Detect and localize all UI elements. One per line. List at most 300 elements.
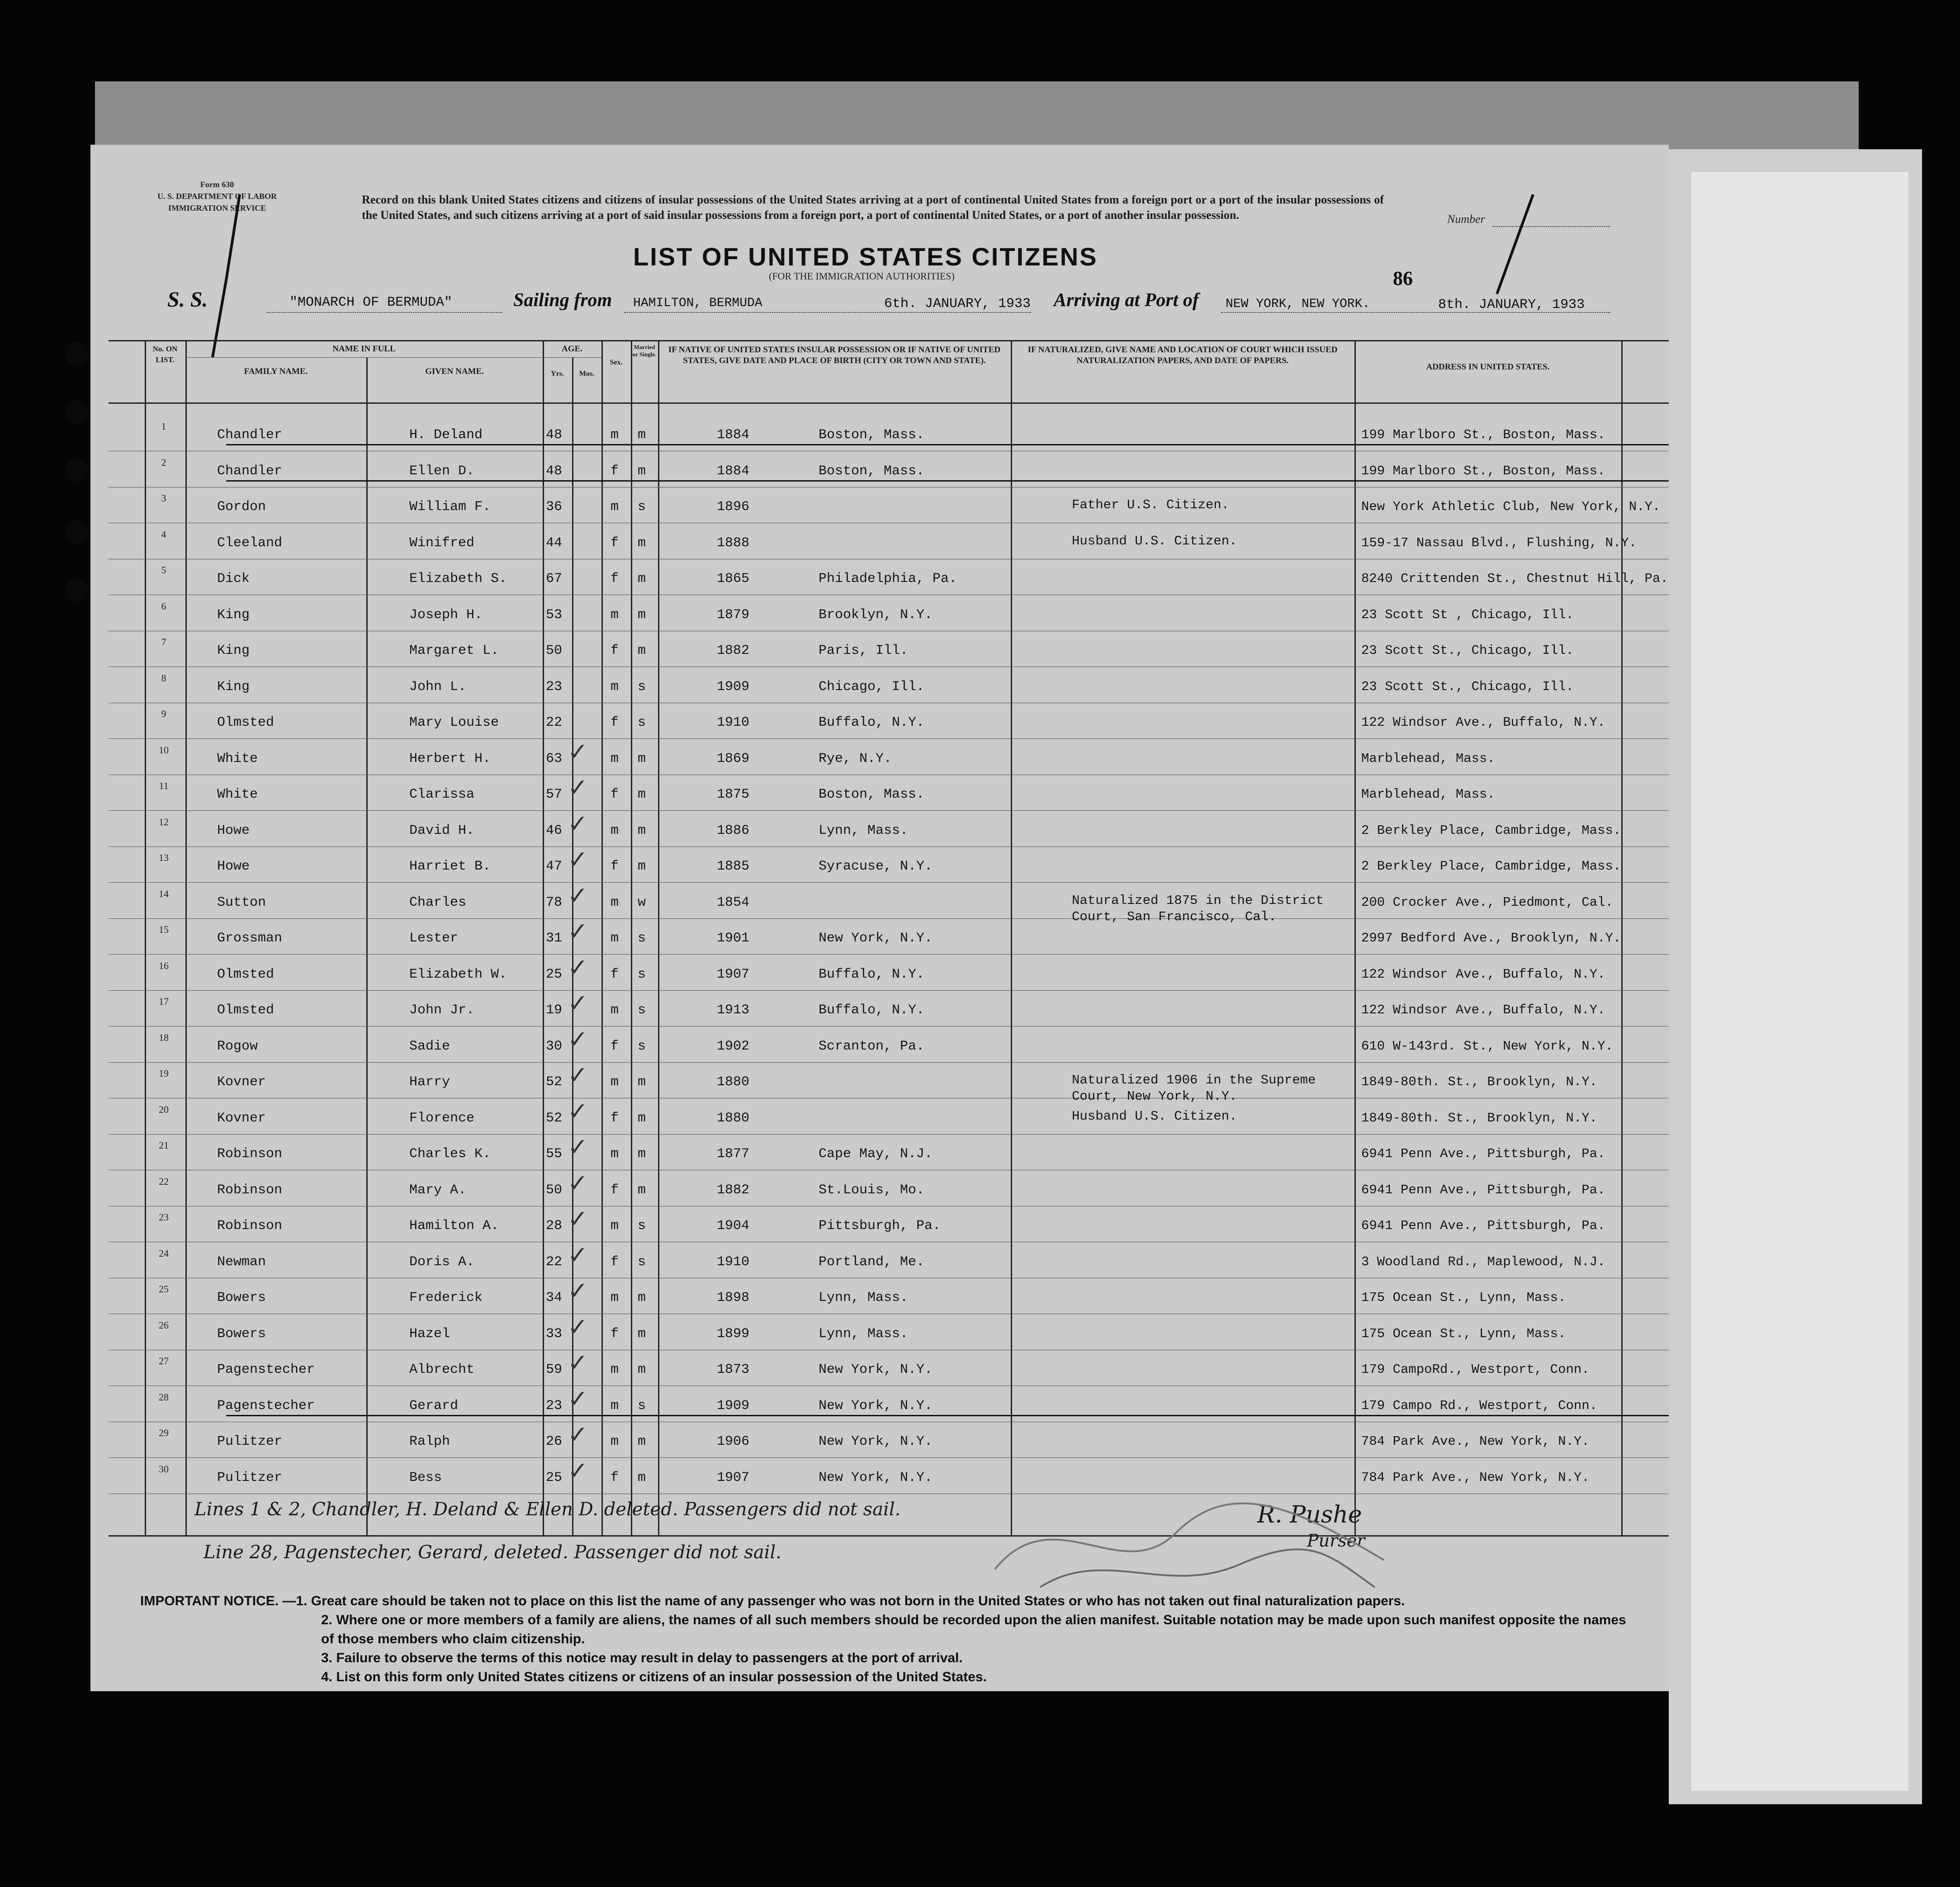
birth-year-cell: 1899 xyxy=(717,1326,750,1342)
birth-place-cell: Portland, Me. xyxy=(819,1254,925,1270)
given-name-cell: Mary Louise xyxy=(409,715,499,730)
address-cell: 1849-80th. St., Brooklyn, N.Y. xyxy=(1361,1110,1598,1126)
marital-status-cell: m xyxy=(638,535,646,551)
row-rule xyxy=(109,1062,1669,1063)
row-number: 1 xyxy=(161,421,166,432)
age-years-cell: 52 xyxy=(546,1074,563,1090)
birth-place-cell: Lynn, Mass. xyxy=(819,1290,909,1305)
marital-status-cell: m xyxy=(638,1146,646,1162)
address-cell: 23 Scott St., Chicago, Ill. xyxy=(1361,643,1574,658)
naturalization-cell: Husband U.S. Citizen. xyxy=(1072,533,1237,549)
arriving-label: Arriving at Port of xyxy=(1054,290,1199,311)
given-name-cell: Harriet B. xyxy=(409,859,491,874)
check-mark-icon: ✓ xyxy=(568,1240,588,1269)
header-address: ADDRESS IN UNITED STATES. xyxy=(1426,362,1550,372)
check-mark-icon: ✓ xyxy=(568,1025,588,1054)
age-years-cell: 52 xyxy=(546,1110,563,1126)
row-number: 28 xyxy=(159,1391,169,1403)
row-number: 26 xyxy=(159,1319,169,1331)
sailing-from: HAMILTON, BERMUDA xyxy=(633,296,762,310)
col-divider xyxy=(601,340,603,1536)
birth-place-cell: Lynn, Mass. xyxy=(819,1326,909,1342)
row-number: 24 xyxy=(159,1247,169,1259)
birth-year-cell: 1873 xyxy=(717,1362,750,1377)
birth-place-cell: Cape May, N.J. xyxy=(819,1146,933,1162)
marital-status-cell: m xyxy=(638,751,646,766)
family-name-cell: Chandler xyxy=(217,463,283,479)
ship-name: "MONARCH OF BERMUDA" xyxy=(289,295,453,310)
punch-hole xyxy=(66,459,88,483)
punch-hole xyxy=(66,341,88,366)
birth-place-cell: New York, N.Y. xyxy=(819,1362,933,1377)
sex-cell: m xyxy=(611,607,619,623)
age-years-cell: 53 xyxy=(546,607,563,623)
handwritten-deletion-note-1: Lines 1 & 2, Chandler, H. Deland & Ellen D. deleted. Passengers did not sail. xyxy=(194,1499,901,1520)
check-mark-icon: ✓ xyxy=(568,1205,588,1233)
birth-place-cell: Boston, Mass. xyxy=(819,463,925,479)
row-number: 2 xyxy=(161,456,166,468)
sex-cell: m xyxy=(611,751,619,766)
age-years-cell: 30 xyxy=(546,1038,563,1054)
check-mark-icon: ✓ xyxy=(568,845,588,874)
notice-heading: IMPORTANT NOTICE. xyxy=(140,1594,279,1608)
check-mark-icon: ✓ xyxy=(568,773,588,802)
row-number: 3 xyxy=(161,492,166,504)
birth-year-cell: 1865 xyxy=(717,571,750,586)
sex-cell: m xyxy=(611,679,619,695)
birth-year-cell: 1913 xyxy=(717,1003,750,1018)
birth-year-cell: 1901 xyxy=(717,931,750,946)
given-name-cell: Mary A. xyxy=(409,1182,467,1198)
row-number: 6 xyxy=(161,600,166,612)
row-number: 8 xyxy=(161,672,166,684)
birth-year-cell: 1854 xyxy=(717,894,750,910)
ss-label: S. S. xyxy=(167,288,208,312)
family-name-cell: Kovner xyxy=(217,1110,266,1126)
marital-status-cell: s xyxy=(638,966,646,982)
row-number: 27 xyxy=(159,1355,169,1367)
family-name-cell: White xyxy=(217,787,258,802)
age-years-cell: 55 xyxy=(546,1146,563,1162)
row-number: 23 xyxy=(159,1211,169,1223)
sex-cell: m xyxy=(611,1146,619,1162)
sex-cell: f xyxy=(611,463,619,479)
marital-status-cell: m xyxy=(638,1362,646,1377)
given-name-cell: Ralph xyxy=(409,1434,450,1449)
sex-cell: f xyxy=(611,1110,619,1126)
age-years-cell: 50 xyxy=(546,1182,563,1198)
given-name-cell: Charles K. xyxy=(409,1146,491,1162)
address-cell: 122 Windsor Ave., Buffalo, N.Y. xyxy=(1361,1003,1605,1017)
check-mark-icon: ✓ xyxy=(568,1168,588,1197)
marital-status-cell: s xyxy=(638,715,646,730)
birth-year-cell: 1882 xyxy=(717,643,750,658)
address-cell: 23 Scott St., Chicago, Ill. xyxy=(1361,679,1574,694)
family-name-cell: King xyxy=(217,643,250,658)
sex-cell: f xyxy=(611,1470,619,1485)
family-name-cell: Bowers xyxy=(217,1326,266,1342)
handwritten-deletion-note-2: Line 28, Pagenstecher, Gerard, deleted. Passenger did not sail. xyxy=(204,1542,781,1563)
department: U. S. DEPARTMENT OF LABOR xyxy=(157,192,277,201)
given-name-cell: Hamilton A. xyxy=(409,1218,499,1234)
header-mos: Mos. xyxy=(579,370,595,378)
address-cell: 200 Crocker Ave., Piedmont, Cal. xyxy=(1361,894,1613,910)
header-birth: IF NATIVE OF UNITED STATES INSULAR POSSESSION OR IF NATIVE OF UNITED STATES, GIVE DATE AND PLACE OF BIRTH (CITY OR TOWN AND STATE). xyxy=(668,345,1001,365)
handwritten-mark xyxy=(199,190,262,362)
birth-place-cell: Brooklyn, N.Y. xyxy=(819,607,933,623)
header-married: Married or Single. xyxy=(632,344,657,358)
address-cell: 784 Park Ave., New York, N.Y. xyxy=(1361,1434,1590,1449)
notice-item: 2. Where one or more members of a family are aliens, the names of all such members should be recorded upon the alien manifest. Suitable notation may be made upon such manifest opposite the names of those members who claim citizenship. xyxy=(321,1613,1626,1646)
given-name-cell: Elizabeth W. xyxy=(409,966,507,982)
check-mark-icon: ✓ xyxy=(568,917,588,946)
given-name-cell: Frederick xyxy=(409,1290,483,1305)
marital-status-cell: s xyxy=(638,499,646,515)
ship-underline xyxy=(267,312,502,313)
naturalization-cell: Father U.S. Citizen. xyxy=(1072,497,1230,512)
row-number: 29 xyxy=(159,1427,169,1438)
sex-cell: f xyxy=(611,859,619,874)
family-name-cell: Newman xyxy=(217,1254,266,1270)
age-years-cell: 67 xyxy=(546,571,563,586)
age-years-cell: 22 xyxy=(546,715,563,730)
address-cell: 6941 Penn Ave., Pittsburgh, Pa. xyxy=(1361,1218,1605,1233)
given-name-cell: John L. xyxy=(409,679,467,695)
sex-cell: f xyxy=(611,1254,619,1270)
right-blank-sheet-inner xyxy=(1691,172,1908,1791)
address-cell: 122 Windsor Ave., Buffalo, N.Y. xyxy=(1361,715,1605,730)
family-name-cell: Olmsted xyxy=(217,715,275,730)
row-number: 15 xyxy=(159,924,169,935)
marital-status-cell: m xyxy=(638,1434,646,1449)
page-number: 86 xyxy=(1393,267,1413,289)
naturalization-cell: Naturalized 1906 in the Supreme Court, New York, N.Y. xyxy=(1072,1073,1316,1104)
family-name-cell: King xyxy=(217,607,250,623)
birth-year-cell: 1879 xyxy=(717,607,750,623)
punch-hole xyxy=(66,579,88,603)
marital-status-cell: s xyxy=(638,931,646,946)
sex-cell: m xyxy=(611,1290,619,1305)
address-cell: 159-17 Nassau Blvd., Flushing, N.Y. xyxy=(1361,535,1637,550)
family-name-cell: Sutton xyxy=(217,894,266,910)
birth-year-cell: 1886 xyxy=(717,823,750,838)
table-header-border xyxy=(109,402,1669,404)
sex-cell: m xyxy=(611,1003,619,1018)
birth-place-cell: Pittsburgh, Pa. xyxy=(819,1218,941,1234)
deletion-strike-line xyxy=(226,444,1669,445)
given-name-cell: John Jr. xyxy=(409,1003,475,1018)
number-label: Number xyxy=(1447,213,1485,226)
marital-status-cell: s xyxy=(638,1218,646,1234)
age-years-cell: 63 xyxy=(546,751,563,766)
notice-item: —1. Great care should be taken not to place on this list the name of any passenger who was not born in the United States or who has not taken out final naturalization papers. xyxy=(282,1594,1405,1608)
birth-year-cell: 1907 xyxy=(717,1470,750,1485)
given-name-cell: Margaret L. xyxy=(409,643,499,658)
marital-status-cell: m xyxy=(638,427,646,443)
row-rule xyxy=(109,1457,1669,1458)
address-cell: 1849-80th. St., Brooklyn, N.Y. xyxy=(1361,1074,1598,1089)
given-name-cell: William F. xyxy=(409,499,491,515)
birth-year-cell: 1902 xyxy=(717,1038,750,1054)
given-name-cell: Elizabeth S. xyxy=(409,571,507,586)
col-divider xyxy=(1621,340,1623,1536)
address-cell: 784 Park Ave., New York, N.Y. xyxy=(1361,1470,1590,1485)
age-years-cell: 31 xyxy=(546,931,563,946)
marital-status-cell: m xyxy=(638,1074,646,1090)
family-name-cell: Bowers xyxy=(217,1290,266,1305)
header-age: AGE. xyxy=(562,344,582,354)
age-years-cell: 25 xyxy=(546,966,563,982)
birth-place-cell: Chicago, Ill. xyxy=(819,679,925,695)
sex-cell: m xyxy=(611,1362,619,1377)
family-name-cell: White xyxy=(217,751,258,766)
address-cell: 179 CampoRd., Westport, Conn. xyxy=(1361,1362,1590,1377)
sailing-date: 6th. JANUARY, 1933 xyxy=(884,296,1031,312)
birth-place-cell: Paris, Ill. xyxy=(819,643,909,658)
family-name-cell: Pagenstecher xyxy=(217,1362,315,1377)
deletion-strike-line xyxy=(226,480,1669,482)
sex-cell: f xyxy=(611,1038,619,1054)
row-number: 22 xyxy=(159,1175,169,1187)
birth-year-cell: 1910 xyxy=(717,715,750,730)
birth-year-cell: 1888 xyxy=(717,535,750,551)
birth-place-cell: Boston, Mass. xyxy=(819,787,925,802)
marital-status-cell: m xyxy=(638,571,646,586)
check-mark-icon: ✓ xyxy=(568,1097,588,1126)
address-cell: 199 Marlboro St., Boston, Mass. xyxy=(1361,463,1605,478)
sex-cell: f xyxy=(611,571,619,586)
address-cell: 6941 Penn Ave., Pittsburgh, Pa. xyxy=(1361,1146,1605,1161)
birth-place-cell: New York, N.Y. xyxy=(819,1470,933,1485)
arriving-port: NEW YORK, NEW YORK. xyxy=(1226,297,1370,311)
check-mark-icon: ✓ xyxy=(568,1348,588,1377)
age-years-cell: 48 xyxy=(546,427,563,443)
family-name-cell: Robinson xyxy=(217,1182,283,1198)
sex-cell: f xyxy=(611,643,619,658)
marital-status-cell: m xyxy=(638,1290,646,1305)
sex-cell: m xyxy=(611,931,619,946)
given-name-cell: Joseph H. xyxy=(409,607,483,623)
family-name-cell: Gordon xyxy=(217,499,266,515)
birth-place-cell: Lynn, Mass. xyxy=(819,823,909,838)
check-mark-icon: ✓ xyxy=(568,737,588,766)
marital-status-cell: m xyxy=(638,787,646,802)
sex-cell: f xyxy=(611,966,619,982)
purser-title: Purser xyxy=(1307,1531,1365,1551)
family-name-cell: Kovner xyxy=(217,1074,266,1090)
birth-year-cell: 1882 xyxy=(717,1182,750,1198)
notice-item: 3. Failure to observe the terms of this notice may result in delay to passengers at the port of arrival. xyxy=(321,1651,963,1665)
col-divider xyxy=(185,340,187,1536)
given-name-cell: Gerard xyxy=(409,1398,459,1414)
marital-status-cell: s xyxy=(638,1254,646,1270)
family-name-cell: Olmsted xyxy=(217,966,275,982)
given-name-cell: Bess xyxy=(409,1470,442,1485)
row-rule xyxy=(109,918,1669,919)
header-given-name: GIVEN NAME. xyxy=(425,367,484,376)
family-name-cell: King xyxy=(217,679,250,695)
given-name-cell: Albrecht xyxy=(409,1362,475,1377)
family-name-cell: Pagenstecher xyxy=(217,1398,315,1414)
birth-place-cell: St.Louis, Mo. xyxy=(819,1182,925,1198)
family-name-cell: Dick xyxy=(217,571,250,586)
family-name-cell: Robinson xyxy=(217,1218,283,1234)
sex-cell: m xyxy=(611,499,619,515)
check-mark-icon: ✓ xyxy=(568,989,588,1017)
birth-year-cell: 1884 xyxy=(717,463,750,479)
birth-year-cell: 1906 xyxy=(717,1434,750,1449)
row-rule xyxy=(109,1134,1669,1135)
sex-cell: f xyxy=(611,787,619,802)
age-years-cell: 22 xyxy=(546,1254,563,1270)
age-years-cell: 34 xyxy=(546,1290,563,1305)
check-mark-icon: ✓ xyxy=(568,1420,588,1449)
row-number: 12 xyxy=(159,816,169,828)
family-name-cell: Rogow xyxy=(217,1038,258,1054)
address-cell: 199 Marlboro St., Boston, Mass. xyxy=(1361,427,1605,442)
sailing-label: Sailing from xyxy=(513,290,612,311)
birth-place-cell: Buffalo, N.Y. xyxy=(819,966,925,982)
age-years-cell: 23 xyxy=(546,1398,563,1414)
marital-status-cell: m xyxy=(638,463,646,479)
header-no: No. ON LIST. xyxy=(152,345,178,364)
check-mark-icon: ✓ xyxy=(568,809,588,838)
address-cell: Marblehead, Mass. xyxy=(1361,787,1495,802)
header-yrs: Yrs. xyxy=(551,370,564,378)
birth-place-cell: New York, N.Y. xyxy=(819,931,933,946)
given-name-cell: Harry xyxy=(409,1074,450,1090)
birth-year-cell: 1884 xyxy=(717,427,750,443)
sex-cell: f xyxy=(611,535,619,551)
naturalization-cell: Naturalized 1875 in the District Court, San Francisco, Cal. xyxy=(1072,893,1324,924)
given-name-cell: Clarissa xyxy=(409,787,475,802)
marital-status-cell: m xyxy=(638,643,646,658)
age-years-cell: 28 xyxy=(546,1218,563,1234)
deletion-strike-line xyxy=(226,1415,1669,1416)
birth-year-cell: 1896 xyxy=(717,499,750,515)
given-name-cell: Winifred xyxy=(409,535,475,551)
family-name-cell: Pulitzer xyxy=(217,1434,283,1449)
age-years-cell: 33 xyxy=(546,1326,563,1342)
given-name-cell: Doris A. xyxy=(409,1254,475,1270)
row-number: 21 xyxy=(159,1140,169,1151)
table-bottom-border xyxy=(109,1535,1669,1537)
row-number: 19 xyxy=(159,1068,169,1079)
birth-place-cell: New York, N.Y. xyxy=(819,1434,933,1449)
age-years-cell: 50 xyxy=(546,643,563,658)
check-mark-icon: ✓ xyxy=(568,1312,588,1341)
given-name-cell: Florence xyxy=(409,1110,475,1126)
row-number: 20 xyxy=(159,1103,169,1115)
punch-hole xyxy=(66,400,88,425)
form-number: Form 630 xyxy=(200,180,234,189)
marital-status-cell: m xyxy=(638,859,646,874)
arriving-date: 8th. JANUARY, 1933 xyxy=(1438,297,1585,312)
age-years-cell: 57 xyxy=(546,787,563,802)
sex-cell: m xyxy=(611,823,619,838)
birth-year-cell: 1875 xyxy=(717,787,750,802)
age-years-cell: 26 xyxy=(546,1434,563,1449)
col-divider xyxy=(1011,340,1012,1536)
check-mark-icon: ✓ xyxy=(568,953,588,982)
family-name-cell: Pulitzer xyxy=(217,1470,283,1485)
col-divider xyxy=(543,340,544,1536)
age-years-cell: 48 xyxy=(546,463,563,479)
sex-cell: m xyxy=(611,1398,619,1414)
arriving-underline xyxy=(1221,312,1610,313)
header-name-in-full: NAME IN FULL xyxy=(332,344,396,354)
handwritten-mark xyxy=(1470,190,1560,303)
birth-year-cell: 1880 xyxy=(717,1110,750,1126)
table-top-border xyxy=(109,340,1669,341)
family-name-cell: Chandler xyxy=(217,427,283,443)
age-years-cell: 44 xyxy=(546,535,563,551)
given-name-cell: Charles xyxy=(409,894,467,910)
age-years-cell: 25 xyxy=(546,1470,563,1485)
family-name-cell: Olmsted xyxy=(217,1003,275,1018)
service: IMMIGRATION SERVICE xyxy=(168,203,266,213)
row-number: 9 xyxy=(161,708,166,719)
row-number: 30 xyxy=(159,1463,169,1475)
birth-place-cell: New York, N.Y. xyxy=(819,1398,933,1414)
header-naturalized: IF NATURALIZED, GIVE NAME AND LOCATION OF COURT WHICH ISSUED NATURALIZATION PAPERS, AND DATE OF PAPERS. xyxy=(1027,345,1338,365)
address-cell: 3 Woodland Rd., Maplewood, N.J. xyxy=(1361,1254,1605,1269)
row-number: 18 xyxy=(159,1031,169,1043)
address-cell: 179 Campo Rd., Westport, Conn. xyxy=(1361,1398,1598,1413)
family-name-cell: Robinson xyxy=(217,1146,283,1162)
row-rule xyxy=(109,882,1669,883)
address-cell: 2997 Bedford Ave., Brooklyn, N.Y. xyxy=(1361,931,1621,946)
given-name-cell: Ellen D. xyxy=(409,463,475,479)
birth-place-cell: Buffalo, N.Y. xyxy=(819,1003,925,1018)
row-number: 5 xyxy=(161,564,166,576)
given-name-cell: Hazel xyxy=(409,1326,450,1342)
marital-status-cell: m xyxy=(638,823,646,838)
given-name-cell: Sadie xyxy=(409,1038,450,1054)
birth-year-cell: 1909 xyxy=(717,679,750,695)
header-sex: Sex. xyxy=(610,359,623,366)
instruction-text: Record on this blank United States citizens and citizens of insular possessions of the United States arriving at a port of continental United States from a foreign port or a port of the insular possessions of the United States, and such citizens arriving at a port of said insular possessions from a foreign port, a port of continental United States, or a port of another insular possession. xyxy=(362,193,1384,222)
birth-year-cell: 1885 xyxy=(717,859,750,874)
marital-status-cell: m xyxy=(638,1182,646,1198)
given-name-cell: David H. xyxy=(409,823,475,838)
sex-cell: f xyxy=(611,1326,619,1342)
birth-year-cell: 1877 xyxy=(717,1146,750,1162)
marital-status-cell: m xyxy=(638,1470,646,1485)
marital-status-cell: m xyxy=(638,1326,646,1342)
birth-year-cell: 1880 xyxy=(717,1074,750,1090)
row-number: 11 xyxy=(159,780,169,791)
official-stamp-scribble xyxy=(986,1479,1393,1596)
address-cell: 122 Windsor Ave., Buffalo, N.Y. xyxy=(1361,966,1605,982)
birth-year-cell: 1904 xyxy=(717,1218,750,1234)
birth-place-cell: Rye, N.Y. xyxy=(819,751,892,766)
marital-status-cell: m xyxy=(638,607,646,623)
birth-place-cell: Syracuse, N.Y. xyxy=(819,859,933,874)
birth-place-cell: Boston, Mass. xyxy=(819,427,925,443)
birth-place-cell: Buffalo, N.Y. xyxy=(819,715,925,730)
address-cell: 610 W-143rd. St., New York, N.Y. xyxy=(1361,1038,1613,1054)
row-number: 13 xyxy=(159,852,169,863)
marital-status-cell: w xyxy=(638,894,646,910)
row-rule xyxy=(109,990,1669,991)
marital-status-cell: m xyxy=(638,1110,646,1126)
header-family-name: FAMILY NAME. xyxy=(244,367,308,376)
sailing-underline xyxy=(624,312,1031,313)
col-divider xyxy=(631,340,632,1536)
address-cell: Marblehead, Mass. xyxy=(1361,751,1495,766)
sex-cell: f xyxy=(611,1182,619,1198)
